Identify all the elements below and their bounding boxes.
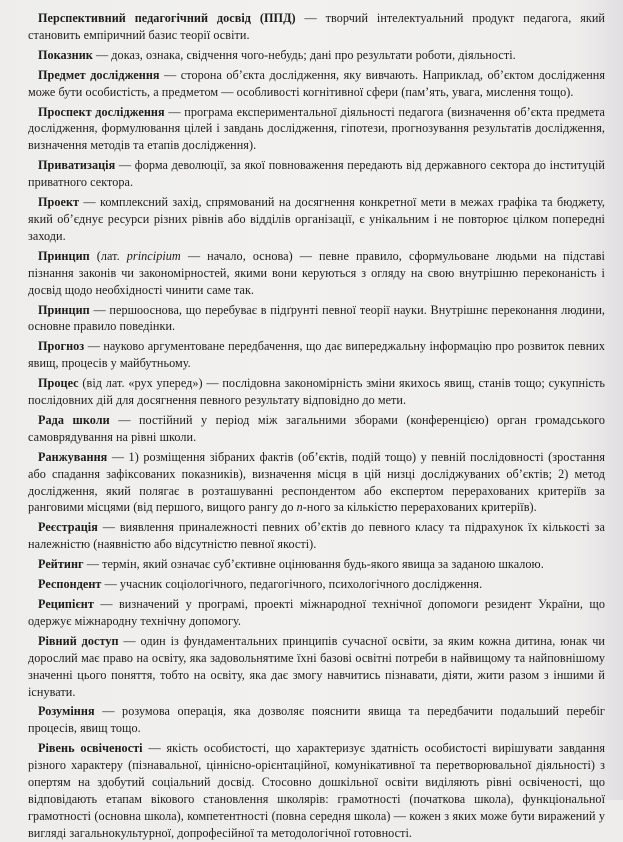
- definition-prefix: (лат.: [89, 248, 127, 263]
- term: Принцип: [38, 302, 90, 317]
- glossary-entry-pryntsyp-1: [28, 248, 605, 299]
- term: Розуміння: [38, 704, 95, 719]
- definition: — якість особистості, що характеризує здатність особистості вирішувати завдання різного характеру (пізнавальної, ціннісно-орієнтаційної, комунікативної та перетворювальної діяльності) з опертям на здобутий соціальний досвід. Стосовно дошкільної освіти виділяють рівні освіченості, що відповідають етапам вікового становлення школярів: грамотності (початкова школа), функціональної грамотності (основна школа), компетентності (повна середня школа) — кожен з яких може бути виражений у вигляді загальнокультурної, допрофесійної та методологічної готовності.: [28, 741, 605, 840]
- glossary-entry-protses: [28, 375, 605, 409]
- definition-prefix: — 1) розміщення зібраних фактів (об’єктів, подій тощо) у певній послідовності (зростання або спадання зафіксованих показників), визначення місця в цій низці досліджуваних об’єктів; 2) метод дослідження, який полягає в розташуванні респондентом або експертом перерахованих критеріїв за ранговими місцями (від першого, вищого рангу до: [28, 449, 605, 515]
- definition: — творчий інтелектуальний продукт педагога, який становить емпіричний базис теорії освіти.: [28, 11, 605, 42]
- term: Процес: [38, 376, 79, 391]
- term: Принцип: [38, 248, 90, 263]
- glossary-entry-respondent: [28, 576, 605, 593]
- definition: — науково аргументоване передбачення, що дає випереджальну інформацію про розвиток певних явищ, процесів у майбутньому.: [28, 339, 605, 371]
- term: Рівень освіченості: [38, 741, 143, 756]
- glossary-entry-prospekt: [28, 104, 605, 155]
- definition: — сторона об’єкта дослідження, яку вивчають. Наприклад, об’єктом дослідження може бути особистість, а предметом — особливості когнітивної сфери (пам’ять, увага, мислення тощо).: [28, 67, 605, 99]
- definition-italic: n: [296, 500, 303, 515]
- definition: — першооснова, що перебуває в підґрунті певної теорії науки. Внутрішнє переконання людини, основне правило поведінки.: [28, 302, 605, 334]
- glossary-entry-pokaznyk: [28, 47, 605, 64]
- definition: -ного за кількістю перерахованих критеріїв).: [302, 500, 537, 515]
- term: Проект: [38, 195, 80, 210]
- definition: — розумова операція, яка дозволяє пояснити явища та передбачити подальший перебіг процесів, явищ тощо.: [28, 704, 605, 736]
- glossary-entry-retsypiient: [28, 596, 605, 630]
- glossary-entry-rivnyi-dostup: [28, 633, 605, 701]
- definition: — визначений у програмі, проекті міжнародної технічної допомоги резидент України, що одержує міжнародну технічну допомогу.: [28, 597, 605, 628]
- definition: — програма експериментальної діяльності педагога (визначення об’єкта предмета дослідження, формулювання цілей і завдань дослідження, гіпотези, прогнозування результатів дослідження, визначення методів та етапів дослідження).: [28, 104, 605, 153]
- definition: — учасник соціологічного, педагогічного, психологічного дослідження.: [101, 577, 483, 592]
- term: Приватизація: [38, 158, 116, 173]
- term: Перспективний педагогічний досвід (ППД): [38, 11, 296, 25]
- term: Показник: [38, 47, 93, 62]
- definition-italic: principium: [126, 248, 181, 263]
- definition: — постійний у період між загальними зборами (конференцією) орган громадського самоврядування на рівні школи.: [28, 412, 605, 444]
- definition: — форма деволюції, за якої повноваження передають від державного сектора до інституцій приватного сектора.: [28, 158, 605, 190]
- glossary-entry-ranzhuvannia: [28, 449, 605, 517]
- definition: — термін, який означає суб’єктивне оцінювання будь-якого явища за заданою шкалою.: [83, 557, 544, 572]
- term: Прогноз: [38, 339, 85, 354]
- definition: — один із фундаментальних принципів сучасної освіти, за яким кожна дитина, юнак чи дорослий має право на освіту, яка задовольнятиме їхні базові освітні потреби в найвищому та найповнішому значенні цього поняття, тобто на освіту, яка дає змогу навчитись пізнавати, діяти, жити разом з іншими й існувати.: [28, 633, 605, 699]
- term: Проспект дослідження: [38, 104, 165, 119]
- term: Рейтинг: [38, 557, 84, 572]
- glossary-entry-pryntsyp-2: [28, 302, 605, 336]
- glossary-entry-rozuminnia: [28, 703, 605, 737]
- glossary-entry-predmet: [28, 67, 605, 101]
- glossary-entry-ppd: [28, 10, 605, 44]
- definition: (від лат. «рух уперед») — послідовна закономірність зміни якихось явищ, станів тощо; сукупність послідовних дій для досягнення певного результату відповідно до мети.: [28, 376, 605, 408]
- glossary-entry-riven-osvichenosti: [28, 740, 605, 841]
- term: Реєстрація: [38, 520, 98, 535]
- glossary-entry-reitynh: [28, 556, 605, 573]
- glossary-entry-reiestratsiia: [28, 519, 605, 553]
- term: Респондент: [38, 577, 102, 592]
- term: Предмет дослідження: [38, 67, 160, 82]
- definition: — начало, основа) — певне правило, сформульоване людьми на підставі пізнання законів чи закономірностей, якими вони керуються з огляду на свою внутрішню переконаність і досвід щодо необхідності чинити саме так.: [28, 248, 605, 297]
- glossary-entry-prohnoz: [28, 338, 605, 372]
- term: Рада школи: [38, 412, 110, 427]
- term: Реципієнт: [38, 597, 94, 611]
- definition: — виявлення приналежності певних об’єктів до певного класу та підрахунок їх кількості за належністю (наявністю або відсутністю певної якості).: [28, 520, 605, 552]
- glossary-entry-rada-shkoly: [28, 412, 605, 446]
- term: Ранжування: [38, 449, 108, 464]
- definition: — доказ, ознака, свідчення чого-небудь; дані про результати роботи, діяльності.: [92, 47, 516, 62]
- term: Рівний доступ: [38, 633, 119, 648]
- glossary-entry-proekt: [28, 194, 605, 245]
- definition: — комплексний захід, спрямований на досягнення конкретної мети в межах графіка та бюджету, який об’єднує ресурси різних рівнів або відділів організації, є унікальним і не повторює цілком попередні заходи.: [28, 195, 605, 243]
- glossary-entry-pryvatyzatsiia: [28, 157, 605, 191]
